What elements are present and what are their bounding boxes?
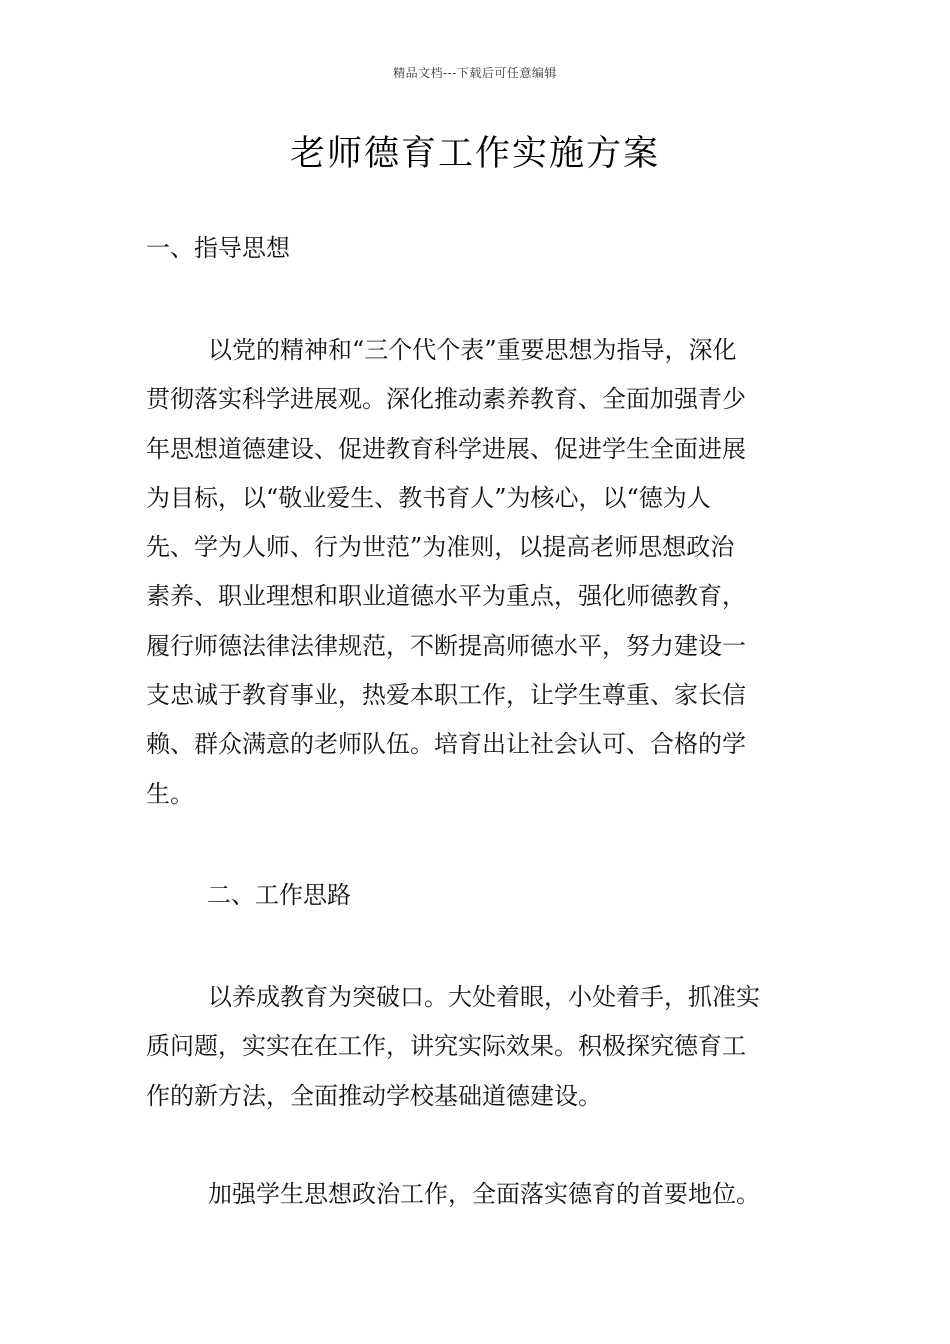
header-note: 精品文档---下载后可任意编辑 xyxy=(393,66,557,80)
section-heading-work-approach: 二、工作思路 xyxy=(207,881,351,909)
paragraph-line: 先、学为人师、行为世范”为准则，以提高老师思想政治 xyxy=(146,533,735,562)
paragraph-line: 加强学生思想政治工作，全面落实德育的首要地位。 xyxy=(208,1180,760,1208)
section-heading-guiding-ideology: 一、指导思想 xyxy=(146,234,290,262)
paragraph-line: 以党的精神和“三个代个表”重要思想为指导，深化 xyxy=(208,336,737,364)
document-title: 老师德育工作实施方案 xyxy=(289,134,660,174)
paragraph-line: 为目标，以“敬业爱生、教书育人”为核心，以“德为人 xyxy=(146,483,711,512)
paragraph-line: 年思想道德建设、促进教育科学进展、促进学生全面进展 xyxy=(146,434,746,463)
work-approach-paragraph xyxy=(146,973,816,1121)
paragraph-line: 素养、职业理想和职业道德水平为重点，强化师德教育， xyxy=(146,582,746,611)
paragraph-line: 贯彻落实科学进展观。深化推动素养教育、全面加强青少 xyxy=(146,385,746,414)
paragraph-line: 作的新方法，全面推动学校基础道德建设。 xyxy=(146,1081,602,1110)
paragraph-line: 赖、群众满意的老师队伍。培育出让社会认可、合格的学 xyxy=(146,730,746,759)
paragraph-line: 质问题，实实在在工作，讲究实际效果。积极探究德育工 xyxy=(146,1032,746,1061)
political-work-paragraph xyxy=(146,1170,816,1219)
paragraph-line: 支忠诚于教育事业，热爱本职工作，让学生尊重、家长信 xyxy=(146,681,746,710)
guiding-ideology-paragraph xyxy=(146,326,816,819)
paragraph-line: 以养成教育为突破口。大处着眼，小处着手，抓准实 xyxy=(208,983,760,1011)
paragraph-line: 生。 xyxy=(146,779,194,808)
paragraph-line: 履行师德法律法律规范，不断提高师德水平，努力建设一 xyxy=(146,631,746,660)
